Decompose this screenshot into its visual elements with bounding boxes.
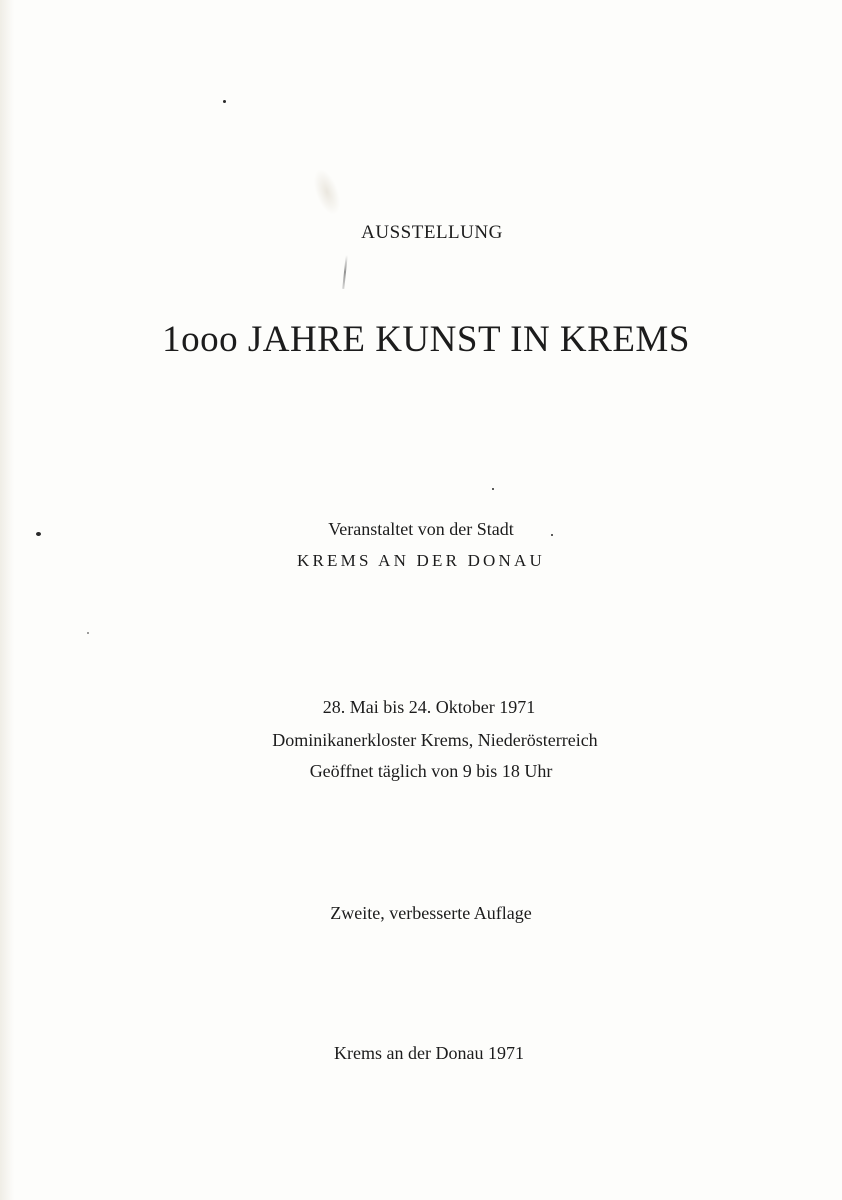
organizer-city: KREMS AN DER DONAU bbox=[297, 551, 545, 570]
exhibition-label: AUSSTELLUNG bbox=[361, 222, 503, 243]
ink-speck bbox=[492, 488, 494, 490]
ink-speck bbox=[223, 100, 226, 103]
opening-hours: Geöffnet täglich von 9 bis 18 Uhr bbox=[309, 761, 553, 781]
imprint: Krems an der Donau 1971 bbox=[334, 1043, 524, 1063]
exhibition-dates: 28. Mai bis 24. Oktober 1971 bbox=[322, 697, 536, 717]
paper-crease bbox=[342, 255, 348, 289]
paper-smudge bbox=[308, 166, 345, 219]
exhibition-venue: Dominikanerkloster Krems, Niederösterreich bbox=[272, 730, 598, 750]
organizer-intro: Veranstaltet von der Stadt bbox=[328, 519, 514, 539]
ink-speck bbox=[87, 632, 89, 634]
page-title: 1ooo JAHRE KUNST IN KREMS bbox=[162, 319, 690, 360]
edition-note: Zweite, verbesserte Auflage bbox=[330, 903, 532, 923]
